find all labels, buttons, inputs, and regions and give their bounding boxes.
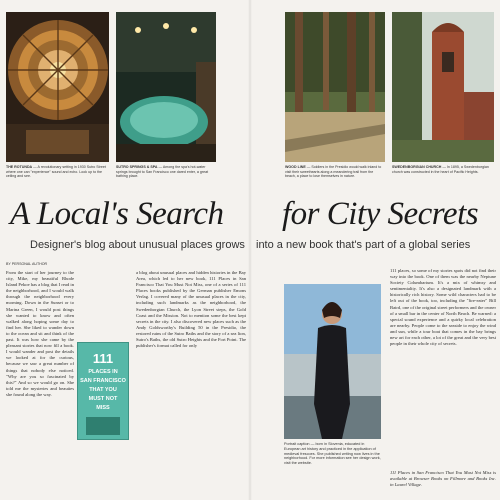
book-title-number: 111: [92, 351, 114, 366]
photo-spa: [116, 12, 216, 162]
caption-text: — A revolutionary setting in 1930 Sutro Street where one can "experience" sound and echo.: [6, 165, 106, 174]
article-column-2: a blog about unusual places and hidden histories in the Bay Area, which led to her new book, 111 Places in San Francisco That You Must Not Miss, one of a series of 111 Places books published by the German publisher Emons Verlag. I covered many of the unusual places in the city, including such landmarks as the neighborhood, the Swedenborgian Church, the Lyon Street steps, the Gold Coast and the Mission. Not to mention some the best kept secrets in the city. I also discovered new places such as the Andy Goldsworthy's Building 50 in the Presidio, the restored ruins of the Sutro Baths and the story of a sea lion, Sutro's Baths, the old Sutro Heights and the Fort Point. The publisher's format called for only: [136, 270, 246, 349]
caption-wood-line: [285, 165, 385, 179]
caption-church: [392, 165, 494, 174]
article-column-3: 111 places, so some of my stories spots did not find their way into the book. One of them was the nearby Neptune Society Columbarium. It's a mix of whimsy and sentimentality. It's also a designated landmark with a historically rich history. Some wild characters had to be left out of the book, too, including the "fire-eater" Bill Baird, one of the original street performers and the owner of a small bar in the center of North Beach. Be warned: a special sound experience and a quirky local celebration are nearby. People come to the seaside to enjoy the wind and sun, while a tour boat that comes in the bay brings new art for each other, a lot of the great and the very best people in their whole city of secrets.: [390, 268, 496, 347]
byline: BY PERSONAL AUTHOR: [6, 262, 48, 266]
book-title-line: MUST NOT: [88, 396, 118, 402]
portrait-photo: [284, 284, 381, 439]
headline-right: for City Secrets: [282, 196, 479, 232]
article-column-1: From the start of her journey to the city, Mike, my beautiful Rhode Island Pekoe has a blog that I read in the neighborhood, and I would walk through the neighborhood every morning. Down in the Sunset or to Marina Green, I would post things she wanted to know and often walked along hoping some day to find her. She liked to wander down to the ocean and sit and think of the past. It was how she came by the pleasant stories that now fill a book. I would wander and post the details we looked at for the curious, because we saw a great number of things that nobody else noticed. "Why are you so fascinated by this?" And so we would go on. She told me the mysteries and beauties she found along the way.: [6, 270, 74, 397]
caption-spa: [116, 165, 216, 179]
article-tail: 111 Places in San Francisco That You Must Not Miss is available at Browser Books on Fillmore and Books Inc. in Laurel Village.: [390, 470, 496, 488]
deck-left: Designer's blog about unusual places grows: [30, 239, 245, 251]
caption-title: SWEDENBORGIAN CHURCH: [392, 165, 442, 169]
photo-rotunda: [6, 12, 109, 162]
caption-text: — In 1895, a Swedenborgian church was constructed in the heart of Pacific Heights.: [392, 165, 489, 174]
caption-title: WOOD LINE: [285, 165, 306, 169]
photo-church: [392, 12, 494, 162]
caption-text: — Soldiers in the Presidio would walk inland to visit their sweethearts along a meandering trail from the beach, a place to lose themselves in nature.: [285, 165, 382, 179]
headline-left: A Local's Search: [10, 196, 224, 232]
page-fold: [248, 0, 252, 500]
book-cover: [77, 342, 129, 440]
caption-title: THE ROTUNDA: [6, 165, 33, 169]
book-title-line: SAN FRANCISCO: [80, 378, 126, 384]
photo-wood-line: [285, 12, 385, 162]
caption-text: — Among the spa's hot-water springs brought to San Francisco one dared enter, a great bathing place.: [116, 165, 209, 179]
portrait-caption: Portrait caption — born in Slovenia, educated in European art history and practiced in the application of medieval frescoes. She published writing now lives in the neighborhood. For more information see her design work, visit the website.: [284, 442, 381, 466]
book-title-line: THAT YOU: [89, 387, 117, 393]
book-title-line: PLACES IN: [88, 369, 118, 375]
deck-right: into a new book that's part of a global series: [256, 239, 471, 251]
caption-title: SUTRO SPRINGS & SPA: [116, 165, 158, 169]
book-cover-art: [86, 417, 120, 435]
caption-more: Look up to the ceiling and see.: [6, 169, 103, 179]
book-title-line: MISS: [96, 405, 110, 411]
caption-rotunda: [6, 165, 109, 179]
